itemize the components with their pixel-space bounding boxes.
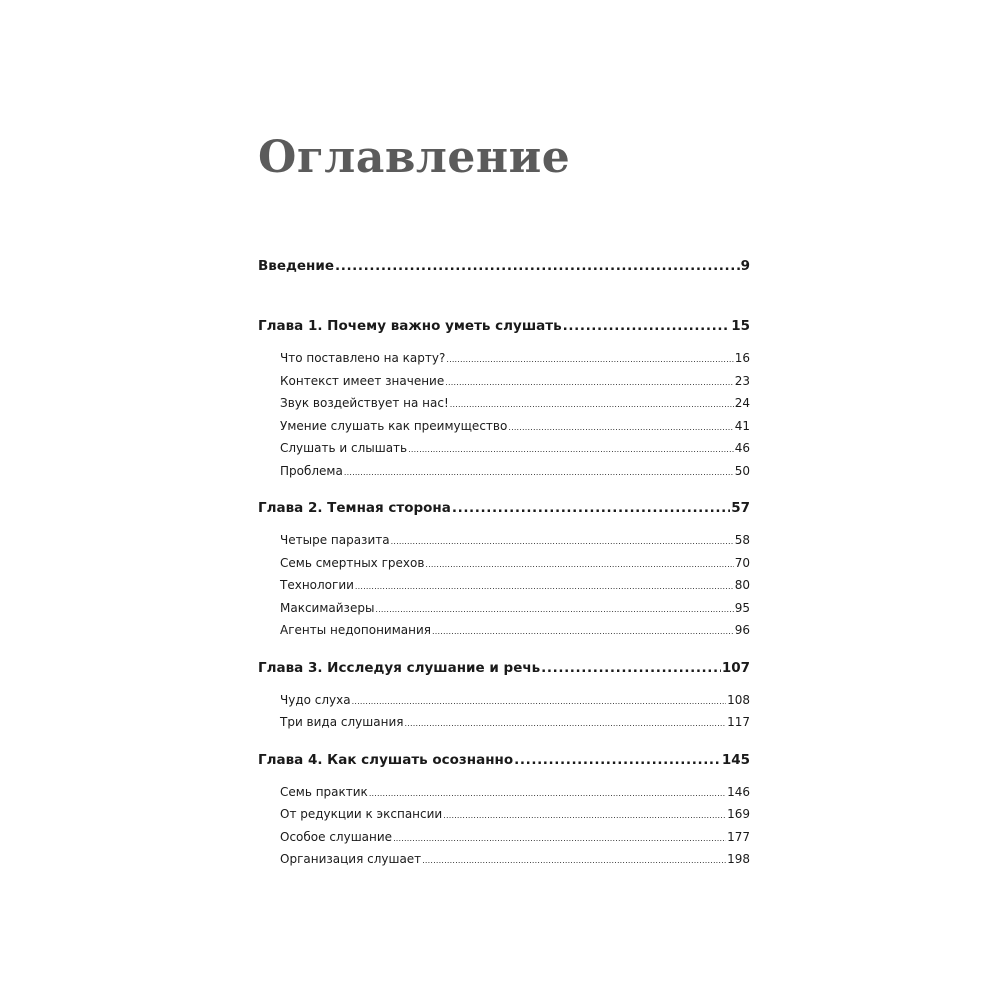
toc-sections-chapter-3 (280, 689, 750, 734)
dot-leader (445, 372, 733, 395)
toc-page-number: 57 (731, 500, 750, 516)
toc-section (280, 689, 750, 712)
toc-section-label: Семь смертных грехов (280, 555, 425, 570)
toc-section-label: Особое слушание (280, 829, 393, 844)
dot-leader (391, 531, 734, 554)
toc-section (280, 711, 750, 734)
toc-page-number: 95 (734, 600, 750, 615)
table-of-contents (258, 256, 750, 871)
toc-section-label: Четыре паразита (280, 533, 390, 547)
dot-leader (452, 498, 730, 518)
toc-section (280, 848, 750, 871)
toc-sections-chapter-4 (280, 781, 750, 871)
toc-chapter-label: Глава 2. Темная сторона (258, 500, 451, 516)
toc-page-number: 50 (734, 463, 750, 478)
toc-entry-intro (258, 256, 750, 276)
toc-section-label: Звук воздействует на нас! (280, 396, 449, 410)
toc-section-label: Три вида слушания (280, 715, 404, 729)
dot-leader (508, 417, 733, 440)
toc-sections-chapter-1 (280, 347, 750, 482)
dot-leader (408, 439, 734, 462)
toc-section-label: Организация слушает (280, 852, 422, 866)
toc-page-number: 145 (721, 751, 750, 768)
toc-page-number: 198 (727, 852, 750, 866)
toc-chapter-label: Глава 3. Исследуя слушание и речь (258, 659, 541, 676)
toc-section (280, 597, 750, 620)
toc-page-number: 24 (734, 396, 750, 410)
toc-page-number: 58 (734, 533, 750, 547)
toc-page-number: 108 (727, 692, 750, 707)
toc-page-number: 70 (734, 555, 750, 570)
dot-leader (446, 349, 733, 372)
toc-page-number: 80 (734, 578, 750, 592)
toc-section-label: Агенты недопонимания (280, 623, 431, 637)
toc-section (280, 415, 750, 438)
dot-leader (450, 394, 734, 417)
toc-section-label: Чудо слуха (280, 692, 351, 707)
toc-page-number: 117 (727, 715, 750, 729)
toc-page-number: 169 (727, 807, 750, 821)
dot-leader (443, 805, 726, 828)
toc-entry-chapter-1 (258, 316, 750, 336)
toc-section (280, 552, 750, 575)
toc-section (280, 529, 750, 552)
dot-leader (432, 621, 734, 644)
dot-leader (369, 783, 726, 806)
toc-chapter-label: Введение (258, 258, 334, 274)
toc-page-number: 146 (727, 784, 750, 799)
dot-leader (422, 850, 726, 873)
dot-leader (375, 599, 733, 622)
dot-leader (355, 576, 734, 599)
page-title: Оглавление (258, 132, 571, 183)
toc-section-label: Что поставлено на карту? (280, 351, 446, 365)
toc-section (280, 803, 750, 826)
toc-section (280, 826, 750, 849)
toc-chapter-label: Глава 4. Как слушать осознанно (258, 751, 514, 768)
toc-page-number: 9 (740, 258, 750, 274)
dot-leader (393, 828, 726, 851)
toc-page-number: 46 (734, 441, 750, 455)
toc-page-number: 96 (734, 623, 750, 637)
toc-section (280, 619, 750, 642)
toc-section-label: Слушать и слышать (280, 441, 408, 455)
toc-page-number: 15 (731, 318, 750, 334)
toc-section (280, 781, 750, 804)
toc-chapter-label: Глава 1. Почему важно уметь слушать (258, 318, 562, 334)
toc-page-number: 23 (734, 373, 750, 388)
toc-section-label: Технологии (280, 578, 354, 592)
toc-section (280, 460, 750, 483)
toc-entry-chapter-3 (258, 658, 750, 678)
toc-sections-chapter-2 (280, 529, 750, 642)
toc-section-label: Максимайзеры (280, 600, 375, 615)
toc-section (280, 392, 750, 415)
toc-section-label: Контекст имеет значение (280, 373, 445, 388)
dot-leader (563, 316, 731, 336)
toc-page-number: 107 (721, 659, 750, 676)
toc-section (280, 370, 750, 393)
toc-section (280, 437, 750, 460)
toc-page-number: 41 (734, 418, 750, 433)
dot-leader (335, 256, 740, 276)
toc-section (280, 574, 750, 597)
toc-entry-chapter-2 (258, 498, 750, 518)
toc-section-label: Умение слушать как преимущество (280, 418, 508, 433)
toc-entry-chapter-4 (258, 750, 750, 770)
toc-page-number: 16 (734, 351, 750, 365)
toc-section (280, 347, 750, 370)
toc-section-label: Семь практик (280, 784, 368, 799)
toc-section-label: От редукции к экспансии (280, 807, 443, 821)
dot-leader (404, 713, 726, 736)
dot-leader (514, 750, 721, 770)
dot-leader (344, 462, 734, 485)
dot-leader (541, 658, 721, 678)
dot-leader (352, 691, 726, 714)
toc-page-number: 177 (727, 829, 750, 844)
toc-section-label: Проблема (280, 463, 343, 478)
dot-leader (425, 554, 733, 577)
